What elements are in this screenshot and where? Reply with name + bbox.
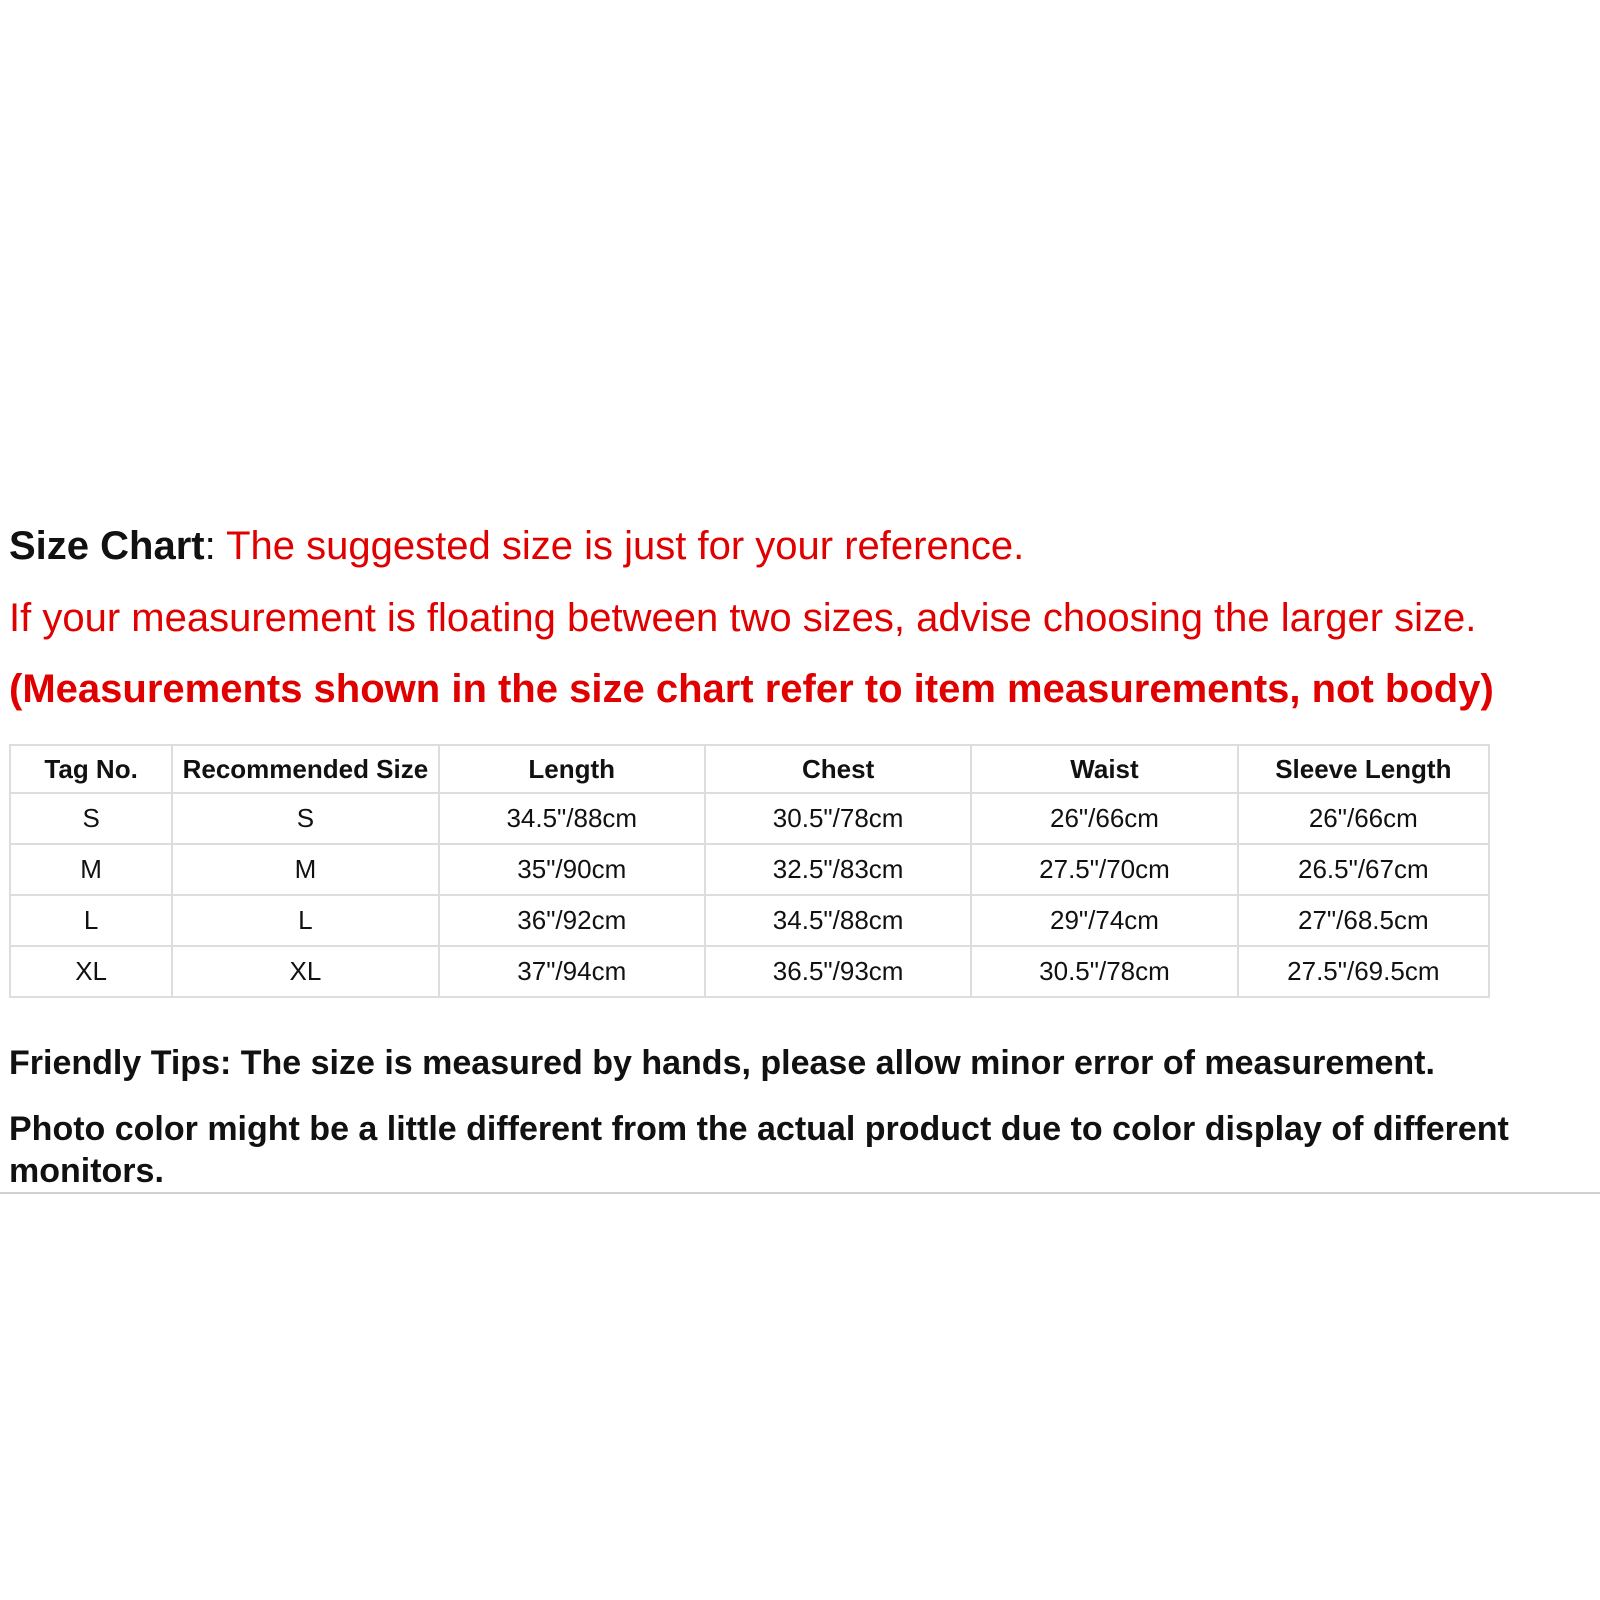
size-chart-heading (9, 522, 1589, 570)
size-chart-intro (9, 522, 1589, 713)
table-cell: 26.5"/67cm (1238, 844, 1489, 895)
measurement-disclaimer: (Measurements shown in the size chart refer to item measurements, not body) (9, 667, 1494, 711)
size-table (9, 744, 1490, 998)
size-advice: If your measurement is floating between two sizes, advise choosing the larger size. (9, 596, 1477, 640)
photo-color-note: Photo color might be a little different from the actual product due to color display of different monitors. (9, 1110, 1509, 1190)
size-chart-colon: : (204, 524, 216, 568)
table-cell: XL (172, 946, 438, 997)
header-waist: Waist (971, 745, 1237, 793)
header-chest: Chest (705, 745, 971, 793)
table-cell: M (172, 844, 438, 895)
table-cell: 26"/66cm (971, 793, 1237, 844)
table-cell: S (10, 793, 172, 844)
table-cell: 36.5"/93cm (705, 946, 971, 997)
table-cell: S (172, 793, 438, 844)
friendly-tips: Friendly Tips: The size is measured by hands, please allow minor error of measurement. (9, 1044, 1435, 1082)
table-row (10, 793, 1489, 844)
table-cell: 37"/94cm (439, 946, 705, 997)
size-chart-label: Size Chart (9, 524, 205, 568)
table-cell: 34.5"/88cm (439, 793, 705, 844)
header-sleeve-length: Sleeve Length (1238, 745, 1489, 793)
table-row (10, 946, 1489, 997)
divider (0, 1192, 1600, 1194)
tips-section (9, 1042, 1589, 1192)
table-row (10, 895, 1489, 946)
table-cell: 35"/90cm (439, 844, 705, 895)
table-cell: 27"/68.5cm (1238, 895, 1489, 946)
header-recommended-size: Recommended Size (172, 745, 438, 793)
table-cell: 26"/66cm (1238, 793, 1489, 844)
reference-note: The suggested size is just for your reference. (215, 524, 1025, 568)
table-cell: M (10, 844, 172, 895)
table-cell: 29"/74cm (971, 895, 1237, 946)
table-cell: 32.5"/83cm (705, 844, 971, 895)
table-cell: L (172, 895, 438, 946)
table-cell: 30.5"/78cm (705, 793, 971, 844)
table-cell: 27.5"/69.5cm (1238, 946, 1489, 997)
table-cell: 34.5"/88cm (705, 895, 971, 946)
table-row (10, 844, 1489, 895)
table-header-row (10, 745, 1489, 793)
table-cell: L (10, 895, 172, 946)
header-length: Length (439, 745, 705, 793)
table-cell: 30.5"/78cm (971, 946, 1237, 997)
table-cell: 27.5"/70cm (971, 844, 1237, 895)
table-cell: 36"/92cm (439, 895, 705, 946)
header-tag-no: Tag No. (10, 745, 172, 793)
table-cell: XL (10, 946, 172, 997)
